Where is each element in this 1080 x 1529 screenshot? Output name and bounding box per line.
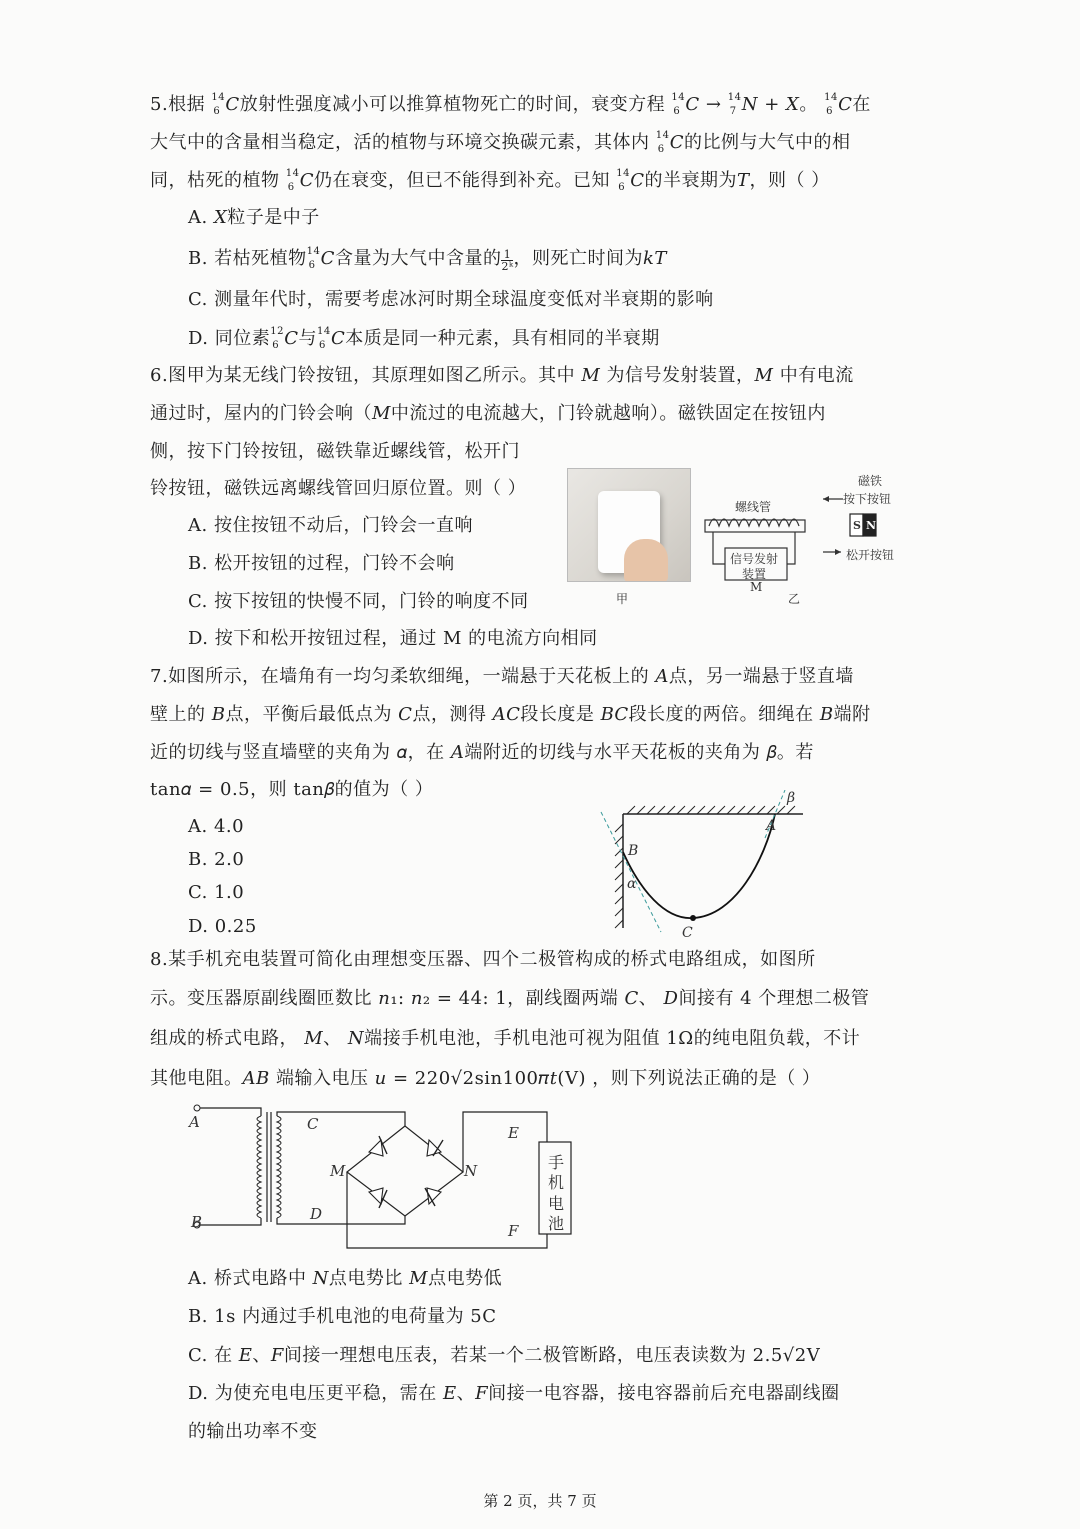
circuit-e-label: E — [508, 1124, 519, 1142]
battery-char-1: 手 — [548, 1153, 565, 1172]
q7-line-3: 近的切线与竖直墙壁的夹角为 𝛼，在 𝐴端附近的切线与水平天花板的夹角为 𝛽。若 — [150, 742, 814, 763]
q5-line-1: 5.根据 14 6 C放射性强度减小可以推算植物死亡的时间，衰变方程 14 6 C → 14 7 N + X。 14 6 C在 — [150, 92, 871, 117]
fig-label-yi: 乙 — [788, 592, 801, 606]
point-c — [690, 915, 696, 921]
q8-line-4: 其他电阻。𝐴𝐵 端输入电压 𝑢 = 220√2sin100𝜋𝑡(V) ，则下列说法正确的是（ ） — [150, 1068, 821, 1089]
page-footer: 第 2 页，共 7 页 — [483, 1492, 597, 1510]
q8-option-d-line-1: D. 为使充电电压更平稳，需在 𝐸、𝐹间接一电容器，接电容器前后充电器副线圈 — [188, 1383, 840, 1404]
q6-option-a: A. 按住按钮不动后，门铃会一直响 — [188, 515, 473, 536]
bridge-diamond — [347, 1126, 463, 1216]
q7-line-2: 壁上的 𝐵点，平衡后最低点为 𝐶点，测得 𝐴𝐶段长度是 𝐵𝐶段长度的两倍。细绳在 𝐵端附 — [150, 704, 871, 725]
finger-image — [624, 539, 668, 582]
q6-line-1: 6.图甲为某无线门铃按钮，其原理如图乙所示。其中 𝑀 为信号发射装置，𝑀 中有电流 — [150, 365, 854, 386]
alpha-label: α — [627, 876, 637, 892]
secondary-coil — [277, 1116, 281, 1218]
circuit-b-label: B — [191, 1213, 203, 1231]
q8-option-b: B. 1s 内通过手机电池的电荷量为 5C — [188, 1306, 497, 1327]
q5-option-c: C. 测量年代时，需要考虑冰河时期全球温度变低对半衰期的影响 — [188, 289, 714, 310]
q6-option-c: C. 按下按钮的快慢不同，门铃的响度不同 — [188, 591, 529, 612]
circuit-f-label: F — [508, 1222, 519, 1240]
q6-line-3: 侧，按下门铃按钮，磁铁靠近螺线管，松开门 — [150, 441, 520, 462]
battery-char-2: 机 — [548, 1173, 565, 1192]
q8-option-c: C. 在 𝐸、𝐹间接一理想电压表，若某一个二极管断路，电压表读数为 2.5√2V — [188, 1345, 821, 1366]
point-c-label: C — [682, 925, 693, 941]
q8-line-1: 8.某手机充电装置可简化由理想变压器、四个二极管构成的桥式电路组成，如图所 — [150, 949, 816, 970]
circuit-n-label: N — [464, 1162, 478, 1180]
doorbell-photo — [567, 468, 691, 582]
q5-option-a: A. X粒子是中子 — [188, 207, 320, 228]
q7-option-a: A. 4.0 — [188, 816, 245, 837]
fraction: $\frac{1}{\text{2ᵏ}}$ — [501, 248, 514, 273]
magnet-n-label: N — [866, 519, 877, 532]
release-label: 松开按钮 — [846, 548, 895, 562]
point-a-label: A — [766, 818, 777, 834]
tangent-b — [601, 812, 661, 932]
q6-option-d: D. 按下和松开按钮过程，通过 M 的电流方向相同 — [188, 628, 598, 649]
q7-option-c: C. 1.0 — [188, 882, 245, 903]
q6-line-4: 铃按钮，磁铁远离螺线管回归原位置。则（ ） — [150, 478, 527, 499]
press-label: 按下按钮 — [843, 492, 892, 506]
battery-char-3: 电 — [548, 1194, 565, 1213]
circuit-m-label: M — [330, 1162, 346, 1180]
circuit-d-label: D — [310, 1205, 323, 1223]
q6-line-2: 通过时，屋内的门铃会响（𝑀中流过的电流越大，门铃就越响）。磁铁固定在按钮内 — [150, 403, 826, 424]
q7-line-1: 7.如图所示，在墙角有一均匀柔软细绳，一端悬于天花板上的 𝐴点，另一端悬于竖直墙 — [150, 666, 854, 687]
q8-line-2: 示。变压器原副线圈匝数比 𝑛₁: 𝑛₂ = 44: 1，副线圈两端 𝐶、 𝐷间接有 4 个理想二极管 — [150, 988, 870, 1009]
coil-label: 螺线管 — [735, 500, 772, 514]
circuit-c-label: C — [307, 1115, 319, 1133]
bridge-circuit — [185, 1098, 580, 1258]
battery-char-4: 池 — [548, 1214, 565, 1233]
q8-option-a: A. 桥式电路中 𝑁点电势比 𝑀点电势低 — [188, 1268, 503, 1289]
solenoid-core — [705, 520, 805, 532]
rope-diagram — [595, 790, 815, 940]
device-label-2: 装置 — [742, 567, 767, 581]
circuit-a-label: A — [189, 1113, 200, 1131]
magnet-label: 磁铁 — [858, 474, 883, 488]
doorbell-schematic — [695, 468, 910, 608]
q7-option-b: B. 2.0 — [188, 849, 245, 870]
q6-option-b: B. 松开按钮的过程，门铃不会响 — [188, 553, 455, 574]
q8-line-3: 组成的桥式电路， 𝑀、 𝑁端接手机电池，手机电池可视为阻值 1Ω的纯电阻负载，不计 — [150, 1028, 861, 1049]
q5-option-d: D. 同位素 12 6 C与 14 6 C本质是同一种元素，具有相同的半衰期 — [188, 326, 660, 351]
q5-line-2: 大气中的含量相当稳定，活的植物与环境交换碳元素，其体内 14 6 C的比例与大气中的相 — [150, 130, 851, 155]
q8-option-d-line-2: 的输出功率不变 — [188, 1421, 318, 1442]
device-m-label: M — [750, 580, 763, 594]
q7-line-4: tan𝛼 = 0.5，则 tan𝛽的值为（ ） — [150, 779, 434, 800]
c14-isotope: 14 6 — [211, 92, 226, 117]
q5-line-3: 同，枯死的植物 14 6 C仍在衰变，但已不能得到补充。已知 14 6 C的半衰期为T，则（ ） — [150, 168, 830, 193]
point-b-label: B — [628, 843, 639, 859]
q7-option-d: D. 0.25 — [188, 916, 257, 937]
q5-option-b: B. 若枯死植物 14 6 C含量为大气中含量的 $\frac{1}{\text{2ᵏ}}$ ，则死亡时间为kT — [188, 246, 667, 273]
device-label-1: 信号发射 — [730, 552, 779, 566]
beta-label: β — [787, 790, 796, 806]
magnet-s-label: S — [853, 519, 861, 532]
primary-coil — [257, 1116, 261, 1218]
fig-label-jia: 甲 — [616, 592, 629, 606]
